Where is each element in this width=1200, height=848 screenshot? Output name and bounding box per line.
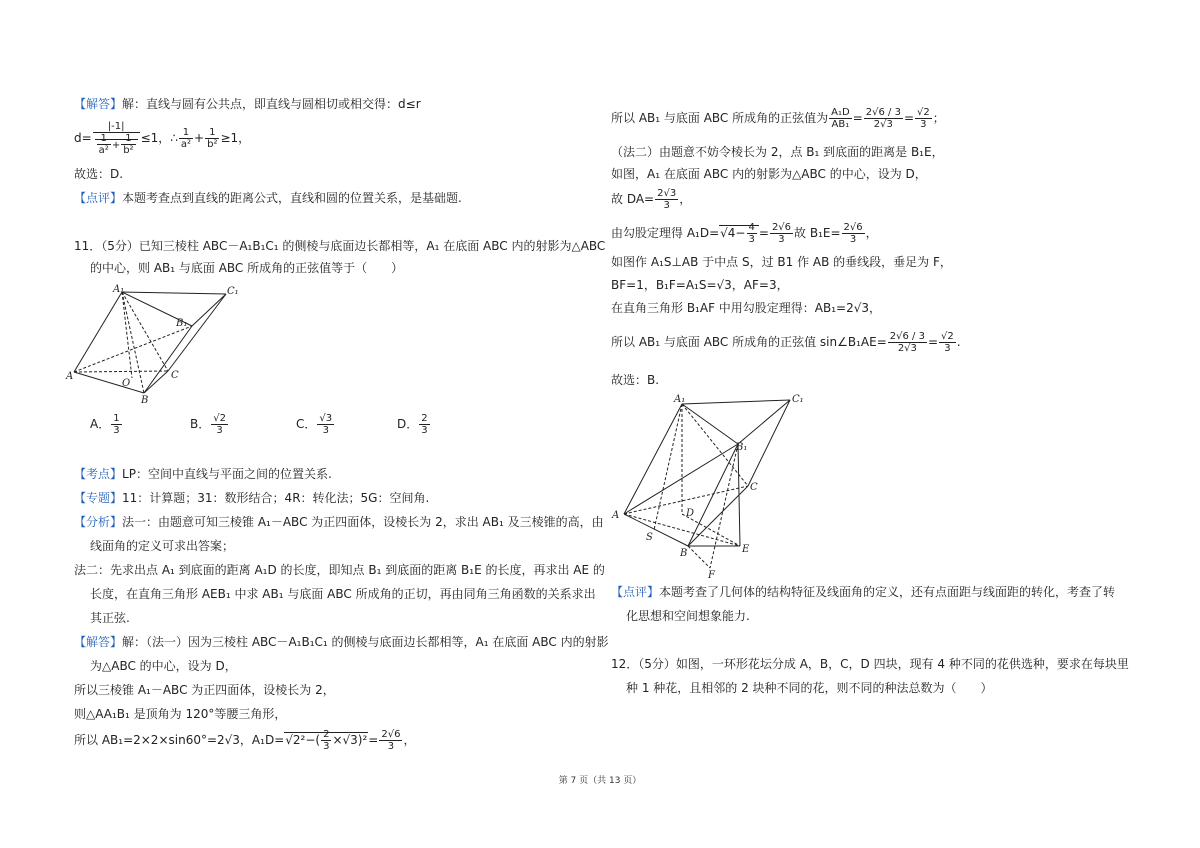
jieda-line1: [74, 634, 609, 650]
right-line4: [611, 184, 691, 214]
fig1-label-b: B: [141, 395, 149, 404]
option-d[interactable]: [397, 410, 431, 438]
right-review-text-1: 本题考查了几何体的结构特征及线面角的定义，还有点面距与线面距的转化，考查了转: [659, 585, 1116, 599]
jieda-l5-frac-den: 3: [323, 741, 330, 752]
edge-a-c: [74, 371, 168, 372]
fig2-label-a1: A₁: [674, 394, 686, 405]
prev-solution-label: 【解答】: [74, 97, 123, 111]
fig1-label-a1: A₁: [113, 284, 125, 295]
dist-den-b-den: b²: [123, 145, 134, 156]
prev-review: [74, 190, 462, 206]
zhuanti-label: 【专题】: [74, 491, 123, 505]
ineq-suffix: ≥1，: [220, 131, 251, 145]
r1-eq: =: [852, 111, 863, 125]
dist-den-a-num: 1: [97, 133, 111, 145]
jieda-l5-sqrt: √2²−( $\frac{2}{3}$ ×√3)²: [285, 729, 368, 752]
option-b-num: √2: [213, 413, 226, 424]
option-c-den: 3: [322, 425, 329, 436]
r9-f-den: 2√3: [897, 343, 917, 354]
r1-eq2: =: [903, 111, 914, 125]
right-line1: [611, 100, 945, 136]
r9-eq: =: [927, 335, 939, 349]
ineq-frac-b: $\frac{1}{\text{b²}}$: [207, 127, 218, 150]
jieda-l5-eq: =: [368, 733, 379, 747]
f2-edge-a1-a: [624, 404, 682, 514]
option-d-num: 2: [421, 413, 428, 424]
jieda-l5-frac-num: 2: [323, 729, 330, 740]
f2-edge-b1-c1: [738, 400, 790, 444]
right-line3: 如图，A₁ 在底面 ABC 内的射影为△ABC 的中心，设为 D，: [611, 167, 927, 181]
ineq-frac-a: $\frac{1}{\text{a²}}$: [180, 127, 192, 150]
fig2-label-f: F: [708, 570, 715, 580]
right-line2: （法二）由题意不妨令棱长为 2，点 B₁ 到底面的距离是 B₁E，: [611, 145, 944, 159]
q12-line1: 12．（5分）如图，一环形花坛分成 A，B，C，D 四块，现有 4 种不同的花供选种，要求在每块里: [611, 657, 1129, 671]
fig2-label-s: S: [646, 532, 653, 543]
jieda-line5: [74, 724, 415, 756]
dist-prefix: d=: [74, 131, 92, 145]
r9-g-den: 3: [944, 343, 951, 354]
r5-eq: =: [758, 226, 769, 240]
r5-end: ，: [865, 226, 878, 240]
r5-a-num: 4: [748, 222, 755, 233]
fig2-label-b1: B₁: [736, 442, 748, 453]
kaodian-text: LP：空间中直线与平面之间的位置关系.: [122, 467, 332, 481]
option-b-den: 3: [216, 425, 223, 436]
jieda-line4: 则△AA₁B₁ 是顶角为 120°等腰三角形，: [74, 707, 287, 721]
dist-numerator: |-1|: [93, 121, 140, 133]
q11-line2: 的中心，则 AB₁ 与底面 ABC 所成角的正弦值等于（ ）: [90, 261, 404, 275]
option-a-label: A．: [90, 417, 111, 431]
r1-f1-den: AB₁: [831, 119, 850, 130]
jieda-l5-res-num: 2√6: [381, 729, 401, 740]
r4-den: 3: [663, 200, 670, 211]
r5-text: 由勾股定理得 A₁D=: [611, 226, 720, 240]
dist-den-a-den: a²: [98, 145, 109, 156]
r4-num: 2√3: [657, 188, 677, 199]
q12-line2: 种 1 种花，且相邻的 2 块种不同的花，则不同的种法总数为（ ）: [626, 681, 993, 695]
right-line5: 由勾股定理得 A₁D=√4− $\frac{4}{3}$ = $\frac{2√6}{3}$ 故 B₁E= $\frac{2√6}{3}$ ，: [611, 222, 878, 245]
fig2-label-d: D: [686, 508, 695, 519]
edge-b1-b: [144, 326, 192, 393]
r1-f3-num: √2: [917, 107, 930, 118]
right-line6: 如图作 A₁S⊥AB 于中点 S，过 B1 作 AB 的垂线段，垂足为 F，: [611, 255, 952, 269]
ineq-plus: +: [194, 131, 205, 145]
option-a-den: 3: [113, 425, 120, 436]
f2-edge-b1-f: [710, 444, 738, 568]
jieda-l5-res-den: 3: [387, 741, 395, 752]
r5-c-num: 2√6: [843, 222, 863, 233]
r1-f1-num: A₁D: [831, 107, 850, 118]
right-review-line1: [611, 584, 1115, 600]
right-line7: BF=1，B₁F=A₁S=√3，AF=3，: [611, 278, 789, 292]
dist-den-b-num: 1: [121, 133, 135, 145]
fig2-label-c1: C₁: [792, 394, 804, 405]
fig2-label-b: B: [680, 548, 688, 559]
r5-a-den: 3: [748, 234, 755, 245]
r5-b-den: 3: [778, 234, 785, 245]
fig2-label-a: A: [612, 510, 620, 521]
r9-f-num: 2√6 / 3: [889, 331, 925, 342]
option-a-num: 1: [113, 413, 120, 424]
fenxi-line1: [74, 514, 604, 530]
jieda-l5-sq-a: 2²−(: [292, 733, 321, 747]
jieda-line2: 为△ABC 的中心，设为 D，: [90, 659, 237, 673]
fig1-label-a: A: [66, 371, 74, 382]
r4-end: ，: [679, 192, 692, 206]
right-line10: 故选：B.: [611, 373, 660, 387]
r9-g-num: √2: [941, 331, 954, 342]
r5-b-num: 2√6: [771, 222, 792, 233]
fig1-label-c1: C₁: [227, 286, 239, 297]
prev-review-text: 本题考查点到直线的距离公式，直线和圆的位置关系，是基础题.: [122, 191, 462, 205]
figure-prism-2: [608, 388, 828, 580]
right-review-line2: 化思想和空间想象能力.: [626, 609, 750, 623]
f2-edge-a1-b1: [682, 404, 738, 444]
f2-edge-b-f: [688, 546, 710, 568]
fenxi-line2: 线面角的定义可求出答案；: [90, 539, 235, 553]
jieda-l5-sq-b: ×√3)²: [332, 733, 368, 747]
option-d-label: D．: [397, 417, 419, 431]
fig1-label-b1: B₁: [176, 318, 188, 329]
fig1-label-o: O: [122, 378, 131, 389]
r9-end: .: [956, 335, 961, 349]
r1-f3-den: 3: [920, 119, 927, 130]
right-line8: 在直角三角形 B₁AF 中用勾股定理得：AB₁=2√3，: [611, 301, 882, 315]
r5-sq: 4−: [727, 226, 746, 240]
distance-formula: [74, 118, 250, 158]
fenxi-line5: 其正弦.: [90, 611, 130, 625]
jieda-text-1: 解：（法一）因为三棱柱 ABC－A₁B₁C₁ 的侧棱与底面边长都相等，A₁ 在底面 ABC 内的射影: [122, 635, 609, 649]
dist-suffix: ≤1，∴: [140, 131, 178, 145]
option-b-label: B．: [190, 417, 211, 431]
edge-b1-c1: [192, 294, 226, 326]
f2-edge-a1-s: [654, 404, 682, 530]
right-line9: [611, 322, 961, 362]
prev-solution-line: [74, 96, 421, 112]
fig2-label-c: C: [750, 482, 758, 493]
fenxi-line4: 长度，在直角三角形 AEB₁ 中求 AB₁ 与底面 ABC 所成角的正切，再由同角三角函数的关系求出: [90, 587, 596, 601]
jieda-label: 【解答】: [74, 635, 123, 649]
prev-choose: 故选：D.: [74, 167, 124, 181]
prev-review-label: 【点评】: [74, 191, 123, 205]
edge-b-c: [144, 371, 168, 393]
dist-fraction: |-1| $\frac{1}{\text{a²}}$ + $\frac{1}{\text{b²}}$: [93, 121, 140, 156]
fig2-label-e: E: [742, 544, 750, 555]
kaodian-label: 【考点】: [74, 467, 123, 481]
edge-a-b1: [74, 326, 192, 372]
r1-f2-den: 2√3: [873, 119, 893, 130]
edge-a1-o: [122, 292, 132, 378]
option-c-label: C．: [296, 417, 317, 431]
jieda-l5-text: 所以 AB₁=2×2×sin60°=2√3，A₁D=: [74, 733, 285, 747]
r1-text: 所以 AB₁ 与底面 ABC 所成角的正弦值为: [611, 111, 829, 125]
option-c[interactable]: [296, 410, 335, 438]
fenxi-text-1: 法一：由题意可知三棱锥 A₁－ABC 为正四面体，设棱长为 2，求出 AB₁ 及三棱锥的高，由: [122, 515, 604, 529]
prev-solution-text: 解：直线与圆有公共点，即直线与圆相切或相交得：d≤r: [122, 97, 421, 111]
jieda-l5-end: ，: [403, 733, 416, 747]
q11-line1: 11．（5分）已知三棱柱 ABC－A₁B₁C₁ 的侧棱与底面边长都相等，A₁ 在底面 ABC 内的射影为△ABC: [74, 239, 606, 253]
right-review-label: 【点评】: [611, 585, 660, 599]
f2-edge-a-e: [624, 514, 740, 546]
figure-prism-1: [64, 280, 254, 404]
edge-a1-a: [74, 292, 122, 372]
page-footer: 第 7 页（共 13 页）: [558, 776, 642, 786]
zhuanti: [74, 490, 429, 506]
zhuanti-text: 11：计算题；31：数形结合；4R：转化法；5G：空间角.: [122, 491, 430, 505]
option-d-den: 3: [421, 425, 428, 436]
r5-c-den: 3: [849, 234, 857, 245]
r1-f2-num: 2√6 / 3: [865, 107, 901, 118]
r5-mid: 故 B₁E=: [794, 226, 841, 240]
fenxi-line3: 法二：先求出点 A₁ 到底面的距离 A₁D 的长度，即知点 B₁ 到底面的距离 B₁E 的长度，再求出 AE 的: [74, 563, 605, 577]
fenxi-label: 【分析】: [74, 515, 123, 529]
f2-edge-c1-c: [748, 400, 790, 486]
f2-edge-a1-c1: [682, 400, 790, 404]
r9-text: 所以 AB₁ 与底面 ABC 所成角的正弦值 sin∠B₁AE=: [611, 335, 887, 349]
edge-a1-c: [122, 292, 168, 371]
fig1-label-c: C: [171, 370, 179, 381]
option-a[interactable]: [90, 410, 123, 438]
option-b[interactable]: [190, 410, 229, 438]
jieda-line3: 所以三棱锥 A₁－ABC 为正四面体，设棱长为 2，: [74, 683, 335, 697]
option-c-num: √3: [319, 413, 333, 424]
kaodian: [74, 466, 332, 482]
r4-text: 故 DA=: [611, 192, 655, 206]
r1-end: ；: [932, 111, 945, 125]
edge-a1-c1: [122, 292, 226, 294]
edge-a-b: [74, 372, 144, 393]
